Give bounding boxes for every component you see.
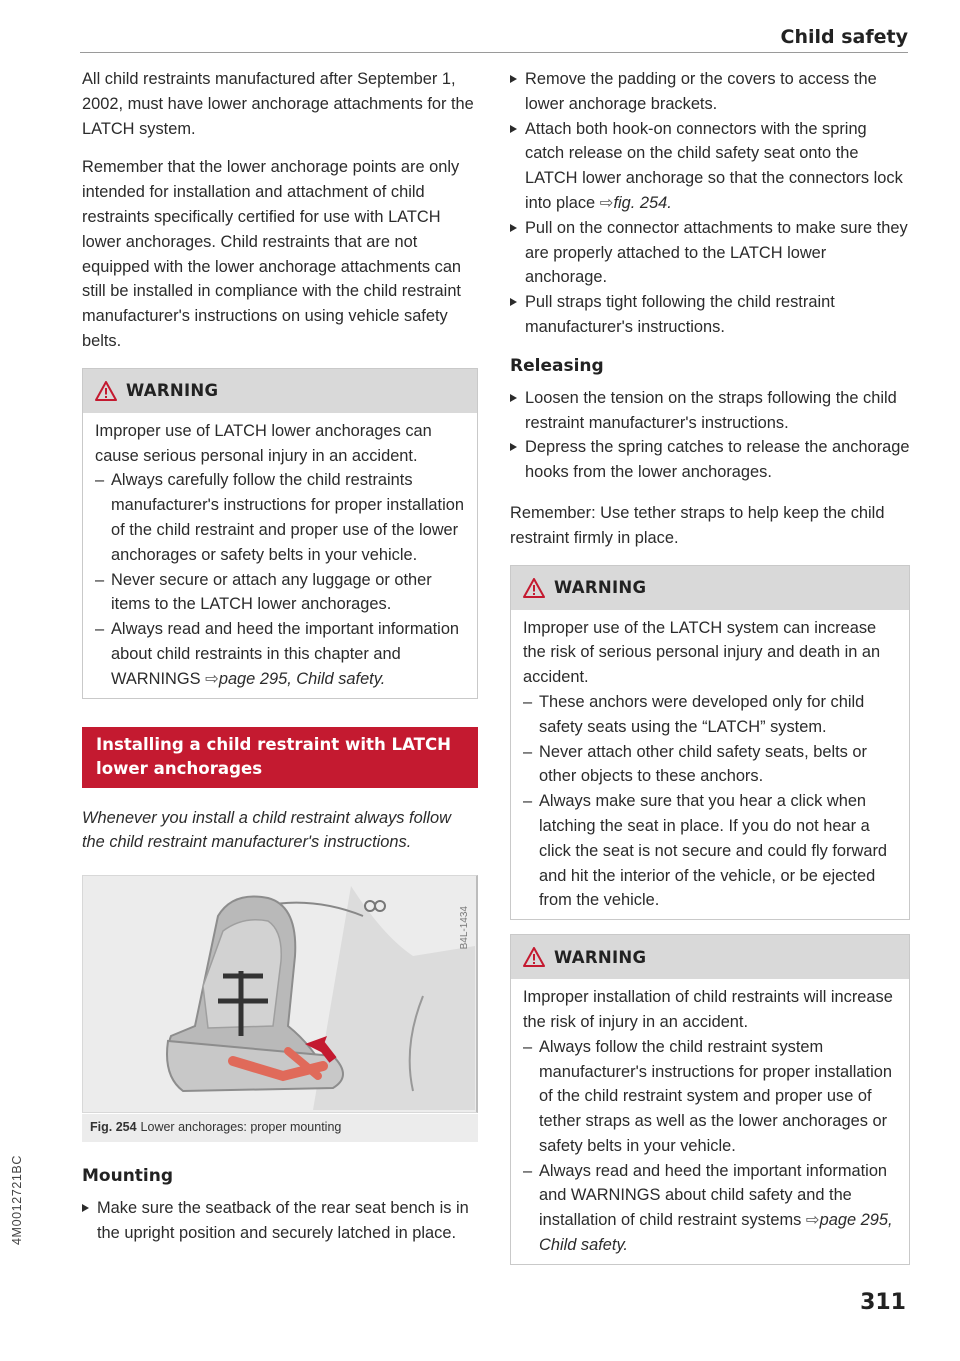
warning-item-text: Never attach other child safety seats, belts or other objects to these anchors. <box>539 742 867 786</box>
warning-item <box>95 617 465 691</box>
cross-reference-link[interactable]: page 295, Child safety. <box>218 669 386 688</box>
figure-reference-link[interactable]: fig. 254. <box>613 193 672 212</box>
cross-reference-arrow-icon: ⇨ <box>599 193 614 212</box>
step-bullet-icon <box>510 394 517 402</box>
page-number: 311 <box>860 1290 906 1315</box>
mounting-step <box>510 117 910 216</box>
cross-reference-link[interactable]: page 295, Child safety. <box>539 1211 893 1255</box>
warning-triangle-icon <box>95 381 117 401</box>
warning-item-text: Always make sure that you hear a click when latching the seat in place. If you do not hear a click the seat is not secure and could fly forward and hit the interior of the vehicle, or be ejected from the vehicle. <box>539 792 888 910</box>
warning-item-text: Never secure or attach any luggage or other items to the LATCH lower anchorages. <box>111 570 432 614</box>
warning-body <box>511 610 909 920</box>
warning-item <box>95 568 465 618</box>
mounting-step <box>510 67 910 117</box>
cross-reference-arrow-icon: ⇨ <box>205 669 219 688</box>
warning-item <box>523 740 897 790</box>
document-code: 4M0012721BC <box>10 1155 24 1245</box>
warning-item <box>523 690 897 740</box>
step-bullet-icon <box>510 443 517 451</box>
mounting-step-text: Remove the padding or the covers to access the lower anchorage brackets. <box>525 70 877 113</box>
warning-item-text: Always read and heed the important information and WARNINGS about child safety and the installation of child restraint systems <box>539 1161 888 1230</box>
mounting-step-text: Pull on the connector attachments to make sure they are properly attached to the LATCH lower anchorage. <box>525 218 908 287</box>
warning-intro: Improper use of LATCH lower anchorages can cause serious personal injury in an accident. <box>95 421 432 465</box>
paragraph-lower-anchorage-points: Remember that the lower anchorage points are only intended for installation and attachment of child restraints specifically certified for use with LATCH lower anchorages. Child restraints that are not equipped with the lower anchorage attachments can still be installed in compliance with the child restraint manufacturer's instructions on using vehicle safety belts. <box>82 158 462 350</box>
warning-box-latch-system <box>510 565 910 921</box>
cross-reference-arrow-icon: ⇨ <box>805 1211 820 1230</box>
warning-title: WARNING <box>554 578 647 598</box>
figure-caption-text: Lower anchorages: proper mounting <box>140 1120 342 1135</box>
warning-body <box>511 979 909 1264</box>
dash-bullet: – <box>523 692 533 711</box>
releasing-step <box>510 435 910 485</box>
child-seat-illustration <box>83 876 475 1110</box>
step-bullet-icon <box>82 1204 89 1212</box>
mounting-step <box>510 290 910 340</box>
warning-title: WARNING <box>554 947 647 967</box>
section-title: Child safety <box>780 26 908 48</box>
warning-item <box>523 789 897 913</box>
dash-bullet: – <box>95 471 105 490</box>
figure-caption <box>82 1114 478 1142</box>
warning-title: WARNING <box>126 381 219 401</box>
section-intro: Whenever you install a child restraint always follow the child restraint manufacturer's instructions. <box>82 808 451 852</box>
releasing-step <box>510 386 910 436</box>
dash-bullet: – <box>523 792 533 811</box>
mounting-heading: Mounting <box>82 1166 174 1187</box>
step-bullet-icon <box>510 224 517 232</box>
warning-box-latch-lower-anchorages <box>82 368 478 699</box>
dash-bullet: – <box>523 742 533 761</box>
dash-bullet: – <box>523 1037 533 1056</box>
mounting-step-text: Make sure the seatback of the rear seat bench is in the upright position and securely latched in place. <box>97 1199 469 1242</box>
mounting-step <box>510 216 910 290</box>
dash-bullet: – <box>95 570 105 589</box>
mounting-step <box>82 1196 478 1246</box>
warning-item <box>523 1159 897 1258</box>
step-bullet-icon <box>510 75 517 83</box>
warning-item-text: Always follow the child restraint system manufacturer's instructions for proper installation of the child restraint system and proper use of tether straps as well as the lower anchorages or safety belts in your vehicle. <box>539 1037 892 1155</box>
releasing-heading: Releasing <box>510 355 604 376</box>
header-rule <box>80 52 908 53</box>
mounting-step-text: Attach both hook-on connectors with the spring catch release on the child safety seat onto the LATCH lower anchorage so that the connectors lock into place <box>525 119 903 212</box>
left-column <box>82 67 478 1246</box>
warning-header <box>83 369 477 413</box>
releasing-step-text: Depress the spring catches to release the anchorage hooks from the lower anchorages. <box>525 438 910 482</box>
section-heading: Installing a child restraint with LATCH lower anchorages <box>82 727 478 788</box>
paragraph-remember: Remember: Use tether straps to help keep the child restraint firmly in place. <box>510 503 885 547</box>
warning-box-child-restraint-installation <box>510 934 910 1265</box>
dash-bullet: – <box>523 1161 533 1180</box>
warning-intro: Improper installation of child restraints will increase the risk of injury in an accident. <box>523 988 893 1031</box>
warning-triangle-icon <box>523 947 545 967</box>
figure-code: B4L-1434 <box>459 906 470 950</box>
warning-triangle-icon <box>523 578 545 598</box>
warning-item-text: Always read and heed the important information about child restraints in this chapter and WARNINGS <box>111 620 460 688</box>
warning-item-text: These anchors were developed only for child safety seats using the “LATCH” system. <box>539 692 865 736</box>
paragraph-latch-requirement: All child restraints manufactured after September 1, 2002, must have lower anchorage attachments for the LATCH system. <box>82 70 474 138</box>
mounting-step-text: Pull straps tight following the child restraint manufacturer's instructions. <box>525 293 835 336</box>
releasing-step-text: Loosen the tension on the straps following the child restraint manufacturer's instructions. <box>525 388 897 432</box>
warning-header <box>511 566 909 610</box>
figure-number: Fig. 254 <box>90 1120 137 1135</box>
warning-header <box>511 935 909 979</box>
dash-bullet: – <box>95 620 105 639</box>
warning-body <box>83 413 477 698</box>
figure-child-seat-latch <box>82 875 478 1113</box>
warning-item-text: Always carefully follow the child restraints manufacturer's instructions for proper installation of the child restraint and proper use of the lower anchorages or safety belts in your vehicle. <box>111 471 464 564</box>
right-column <box>510 67 910 1277</box>
warning-intro: Improper use of the LATCH system can increase the risk of serious personal injury and death in an accident. <box>523 618 881 687</box>
warning-item <box>523 1035 897 1159</box>
warning-item <box>95 468 465 567</box>
step-bullet-icon <box>510 298 517 306</box>
step-bullet-icon <box>510 125 517 133</box>
